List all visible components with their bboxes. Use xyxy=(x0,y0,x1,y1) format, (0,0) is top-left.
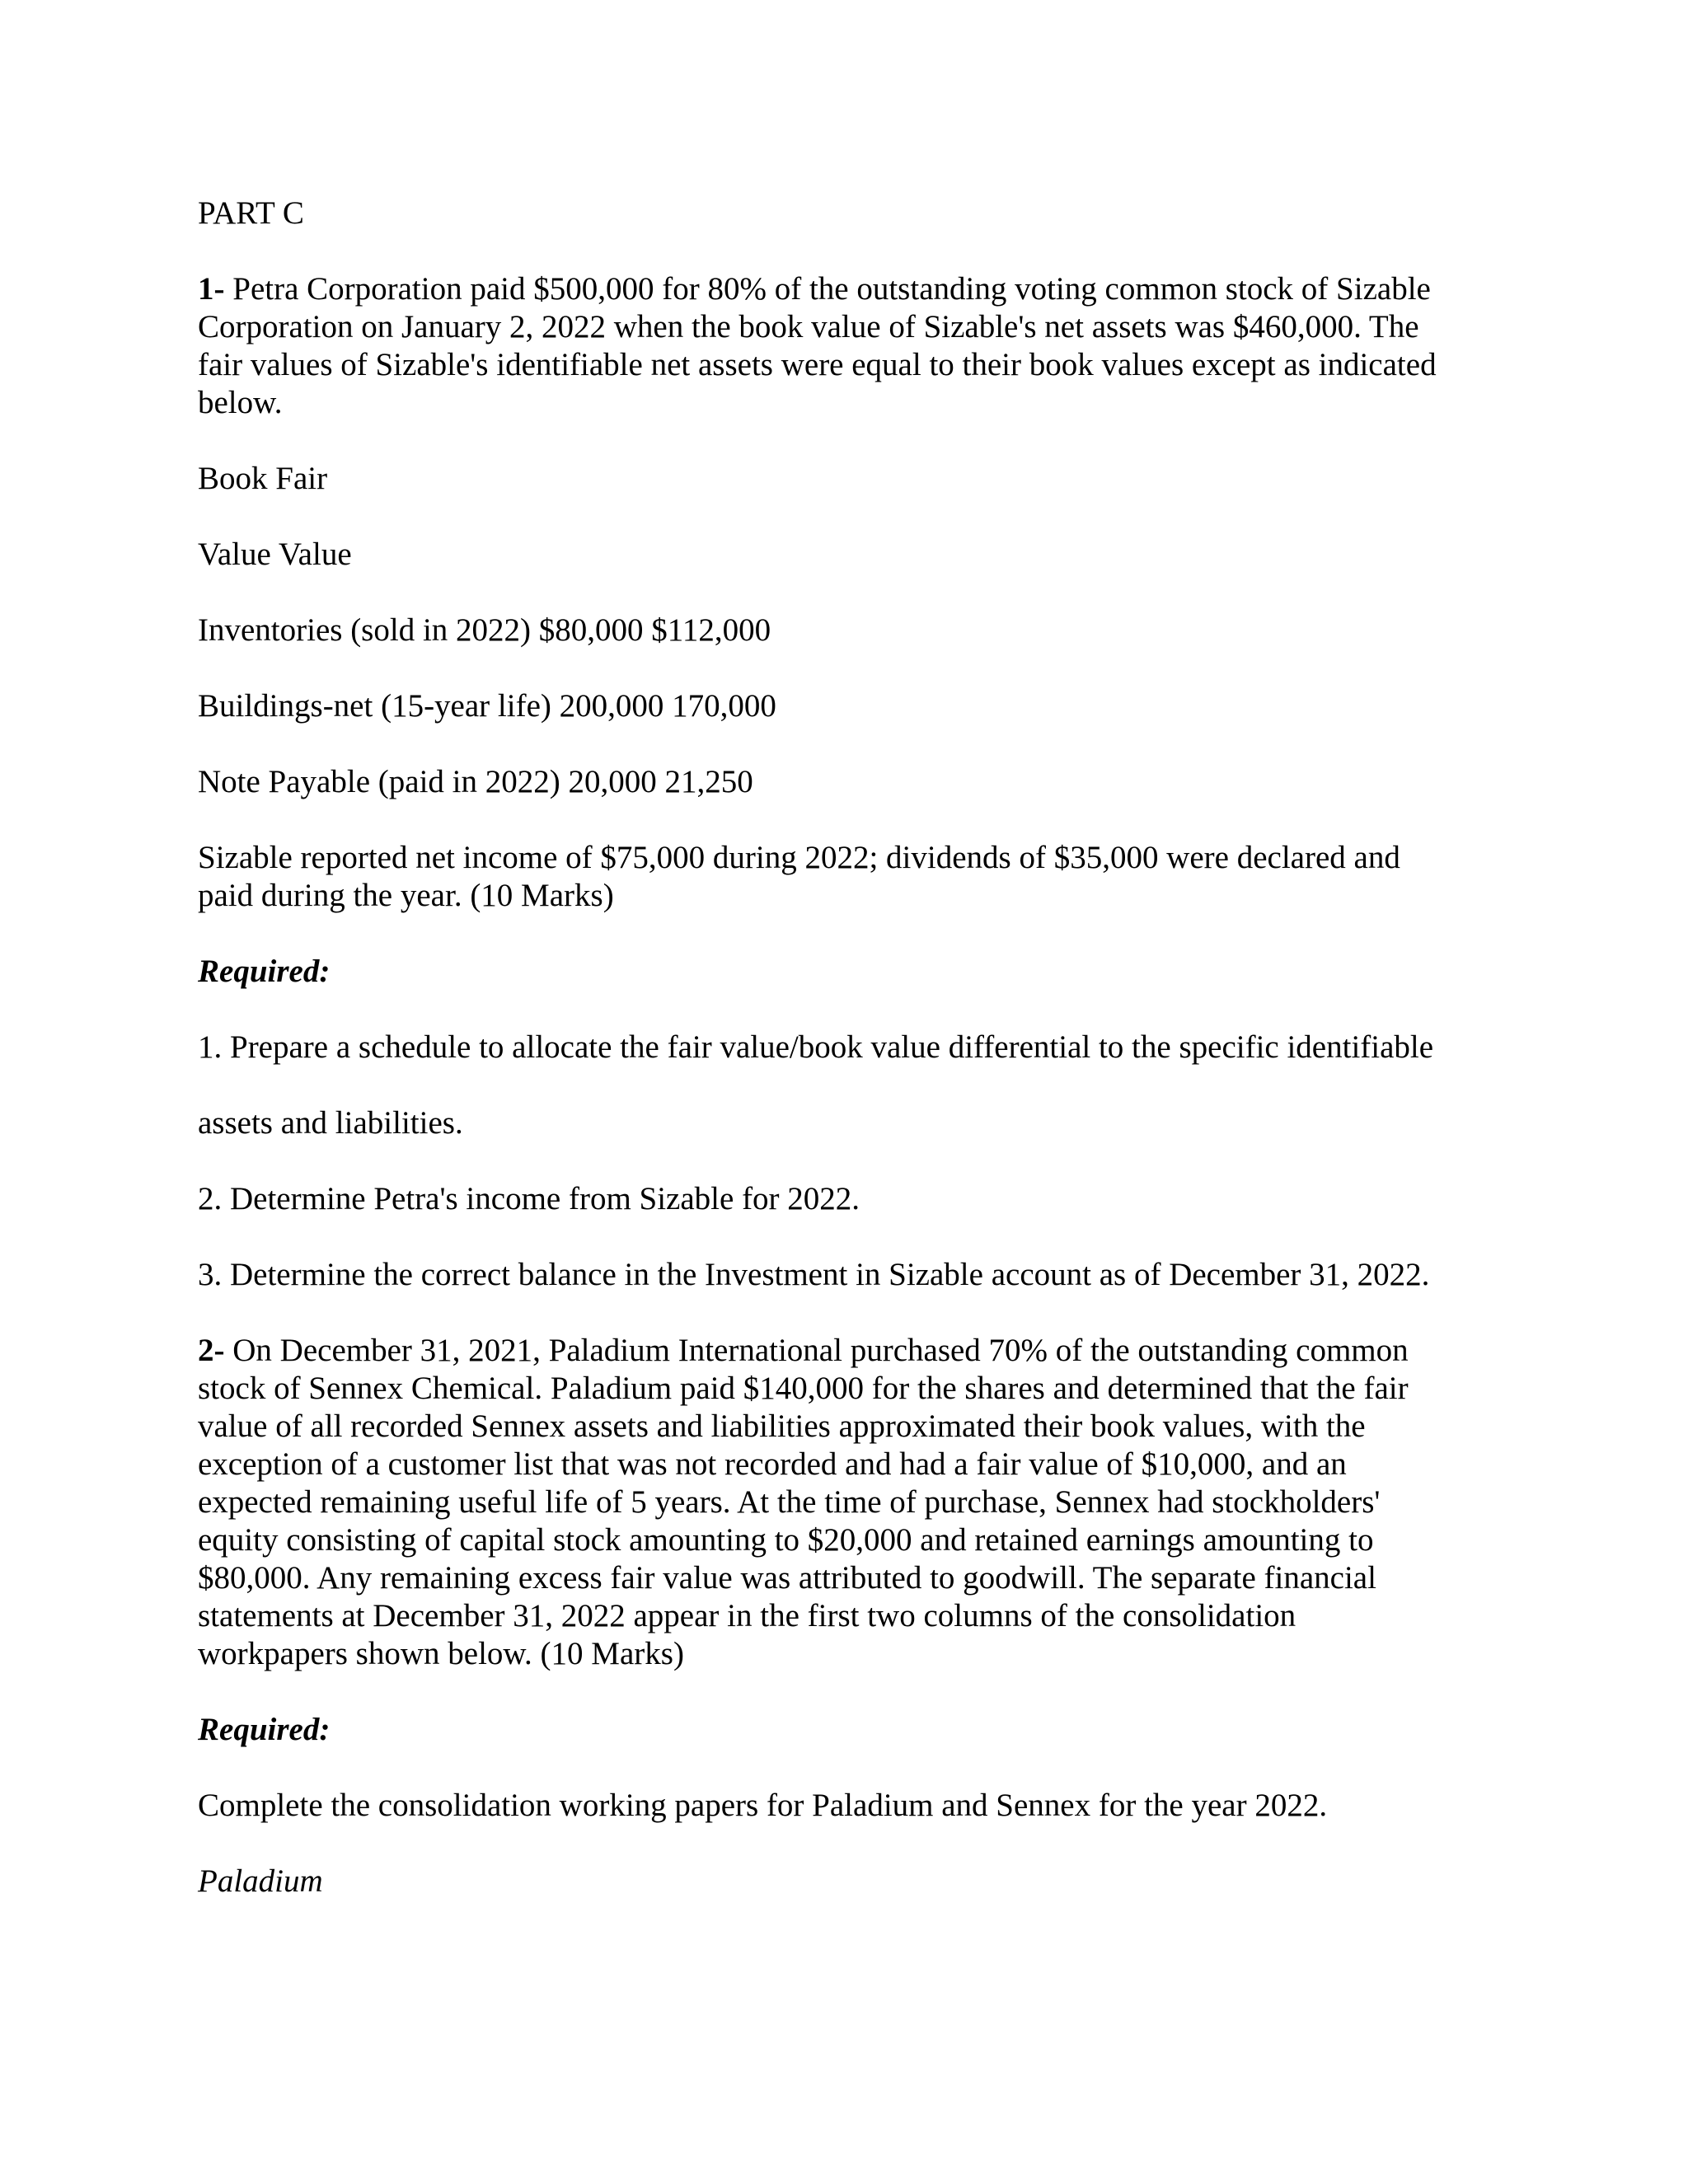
question-1-line-1: 1- Petra Corporation paid $500,000 for 80% of the outstanding voting common stock of Sizable xyxy=(198,271,1431,307)
question-1-required-heading: Required: xyxy=(198,954,331,989)
income-line-1: Sizable reported net income of $75,000 during 2022; dividends of $35,000 were declared and xyxy=(198,840,1400,875)
question-2-line-2: stock of Sennex Chemical. Paladium paid $140,000 for the shares and determined that the fair xyxy=(198,1371,1409,1406)
question-2-line-5: expected remaining useful life of 5 years. At the time of purchase, Sennex had stockholders' xyxy=(198,1484,1381,1520)
question-2-requirement: Complete the consolidation working papers for Paladium and Sennex for the year 2022. xyxy=(198,1788,1328,1823)
question-1-line-4: below. xyxy=(198,385,283,420)
question-2-required-heading: Required: xyxy=(198,1712,331,1747)
question-2-line-4: exception of a customer list that was not recorded and had a fair value of $10,000, and an xyxy=(198,1446,1347,1482)
income-line-2: paid during the year. (10 Marks) xyxy=(198,878,614,913)
table-row-note-payable: Note Payable (paid in 2022) 20,000 21,250 xyxy=(198,764,753,799)
question-2-line-7: $80,000. Any remaining excess fair value was attributed to goodwill. The separate financial xyxy=(198,1560,1376,1596)
question-2-intro xyxy=(198,1332,1517,1673)
question-2-number: 2- xyxy=(198,1333,225,1368)
part-title: PART C xyxy=(198,195,304,231)
question-1-line-2: Corporation on January 2, 2022 when the book value of Sizable's net assets was $460,000. The xyxy=(198,309,1419,344)
document-page xyxy=(198,194,1517,1938)
question-1-line-3: fair values of Sizable's identifiable net assets were equal to their book values except as indicated xyxy=(198,347,1437,382)
question-1-number: 1- xyxy=(198,271,225,307)
question-1-income-text xyxy=(198,839,1517,915)
company-label-paladium: Paladium xyxy=(198,1863,323,1899)
question-1-intro xyxy=(198,270,1517,422)
question-2-line-9: workpapers shown below. (10 Marks) xyxy=(198,1636,684,1671)
table-header-row-1: Book Fair xyxy=(198,461,328,496)
question-2-line-6: equity consisting of capital stock amounting to $20,000 and retained earnings amounting to xyxy=(198,1522,1374,1558)
requirement-1-line-1: 1. Prepare a schedule to allocate the fair value/book value differential to the specific identifiable xyxy=(198,1029,1434,1065)
requirement-3: 3. Determine the correct balance in the Investment in Sizable account as of December 31, 2022. xyxy=(198,1257,1430,1292)
requirement-2: 2. Determine Petra's income from Sizable for 2022. xyxy=(198,1181,860,1216)
question-2-line-3: value of all recorded Sennex assets and liabilities approximated their book values, with the xyxy=(198,1408,1366,1444)
question-2-line-8: statements at December 31, 2022 appear in the first two columns of the consolidation xyxy=(198,1598,1296,1633)
question-2-line-1: 2- On December 31, 2021, Paladium International purchased 70% of the outstanding common xyxy=(198,1333,1409,1368)
table-row-buildings: Buildings-net (15-year life) 200,000 170,000 xyxy=(198,688,776,724)
table-row-inventories: Inventories (sold in 2022) $80,000 $112,000 xyxy=(198,612,771,648)
requirement-1-line-2: assets and liabilities. xyxy=(198,1105,463,1141)
table-header-row-2: Value Value xyxy=(198,537,352,572)
